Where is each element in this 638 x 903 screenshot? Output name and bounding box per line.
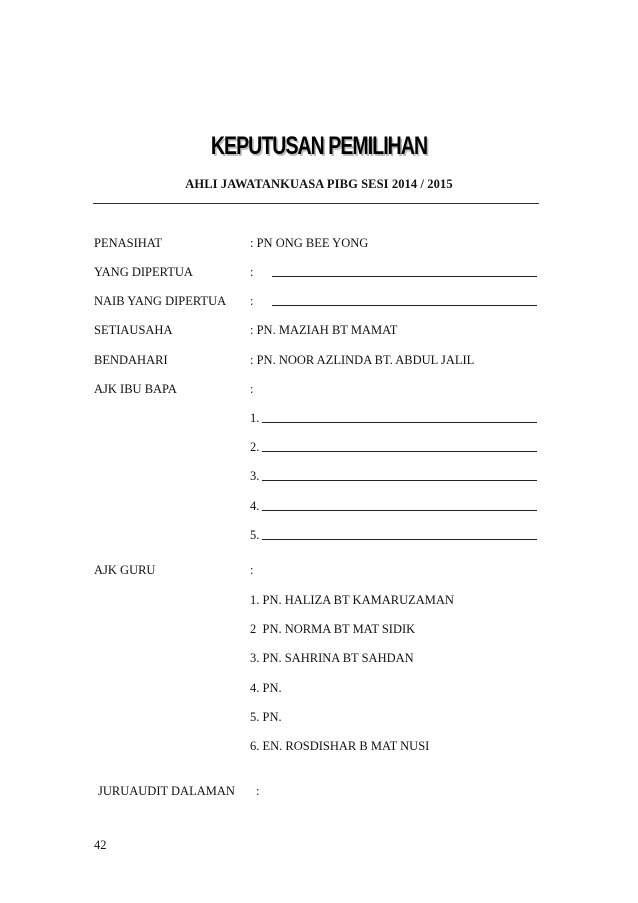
label-juruaudit-dalaman: JURUAUDIT DALAMAN [98, 784, 235, 798]
value-ajk-guru: : [250, 563, 254, 577]
ajk-guru-item-text: 6. EN. ROSDISHAR B MAT NUSI [250, 739, 430, 753]
label-ajk-guru: AJK GURU [94, 563, 156, 577]
value-penasihat: : PN ONG BEE YONG [250, 236, 369, 250]
ajk-guru-item-text: 5. PN. [250, 710, 282, 724]
header-divider [93, 203, 539, 204]
label-yang-dipertua: YANG DIPERTUA [94, 265, 193, 279]
label-setiausaha: SETIAUSAHA [94, 323, 173, 337]
ajk-guru-item-text: 1. PN. HALIZA BT KAMARUZAMAN [250, 593, 454, 607]
blank-line-ajk-ibu-bapa-5 [262, 539, 537, 540]
page-number: 42 [94, 838, 107, 852]
blank-line-ajk-ibu-bapa-4 [262, 510, 537, 511]
ajk-guru-item-text: 3. PN. SAHRINA BT SAHDAN [250, 651, 414, 665]
value-setiausaha: : PN. MAZIAH BT MAMAT [250, 323, 398, 337]
ajk-ibu-bapa-item-number: 3. [250, 469, 260, 483]
ajk-ibu-bapa-item-number: 2. [250, 440, 260, 454]
label-naib-yang-dipertua: NAIB YANG DIPERTUA [94, 294, 227, 308]
blank-line-naib-yang-dipertua [272, 305, 537, 306]
blank-line-ajk-ibu-bapa-2 [262, 451, 537, 452]
value-naib-yang-dipertua: : [250, 294, 254, 308]
document-subtitle: AHLI JAWATANKUASA PIBG SESI 2014 / 2015 [185, 177, 453, 191]
label-bendahari: BENDAHARI [94, 353, 168, 367]
document-title: KEPUTUSAN PEMILIHAN [210, 132, 428, 160]
value-bendahari: : PN. NOOR AZLINDA BT. ABDUL JALIL [250, 353, 475, 367]
label-ajk-ibu-bapa: AJK IBU BAPA [94, 382, 177, 396]
ajk-ibu-bapa-item-number: 1. [250, 411, 260, 425]
blank-line-yang-dipertua [272, 276, 537, 277]
blank-line-ajk-ibu-bapa-1 [262, 422, 537, 423]
value-ajk-ibu-bapa: : [250, 382, 254, 396]
ajk-guru-item-text: 2 PN. NORMA BT MAT SIDIK [250, 622, 416, 636]
label-penasihat: PENASIHAT [94, 236, 163, 250]
ajk-ibu-bapa-item-number: 4. [250, 499, 260, 513]
ajk-guru-item-text: 4. PN. [250, 681, 282, 695]
value-yang-dipertua: : [250, 265, 254, 279]
ajk-ibu-bapa-item-number: 5. [250, 528, 260, 542]
blank-line-ajk-ibu-bapa-3 [262, 480, 537, 481]
value-juruaudit-dalaman: : [256, 784, 260, 798]
